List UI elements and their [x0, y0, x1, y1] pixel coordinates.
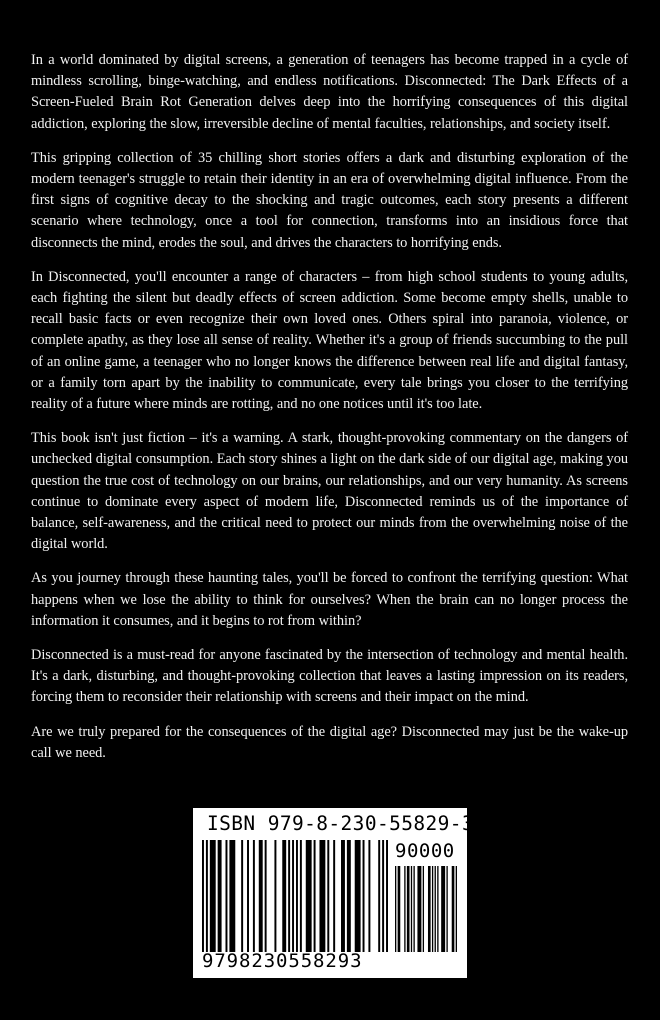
barcode-bar: [300, 840, 302, 952]
barcode-bar: [411, 866, 412, 952]
barcode-bar: [382, 840, 384, 952]
barcode-bar: [378, 840, 380, 952]
barcode-bar: [395, 866, 396, 952]
barcode-bar: [423, 866, 424, 952]
barcode-bar: [404, 866, 405, 952]
barcode-bar: [452, 866, 455, 952]
barcode-bar: [441, 866, 445, 952]
blurb-paragraph-6: Disconnected is a must-read for anyone fascinated by the intersection of technology and mental health. It's a dark, disturbing, and thought-provoking collection that leaves a lasting impression on its readers, forcing them to reconsider their relationship with screens and their impact on the mind.: [31, 647, 628, 706]
barcode-bar: [202, 840, 204, 952]
ean-digits: 9798230558293: [202, 950, 363, 972]
ean13-barcode-bars: [202, 840, 388, 952]
blurb-paragraph-5: As you journey through these haunting tales, you'll be forced to confront the terrifying question: What happens when we lose the ability to think for ourselves? When the brain can no longer process the information it consumes, and it begins to rot from within?: [31, 570, 628, 629]
barcode-bar: [333, 840, 335, 952]
barcode-bar: [428, 866, 431, 952]
price-code: 90000: [395, 840, 455, 862]
barcode-bar: [398, 866, 401, 952]
barcode-bar: [274, 840, 276, 952]
blurb-paragraph-3: In Disconnected, you'll encounter a range of characters – from high school students to young adults, each fighting the silent but deadly effects of screen addiction. Some become empty shells, unable to recall basic facts or even recognize their own loved ones. Others spiral into paranoia, violence, or complete apathy, as they lose all sense of reality. Whether it's a group of friends succumbing to the pull of an online game, a teenager who no longer knows the difference between real life and digital fantasy, or a family torn apart by the inability to communicate, every tale brings you closer to the terrifying reality of a future where minds are rotting, and no one notices until it's too late.: [31, 268, 628, 413]
barcode-bar: [435, 866, 436, 952]
barcode-bar: [314, 840, 316, 952]
barcode-bar: [413, 866, 414, 952]
isbn-label: ISBN 979-8-230-55829-3: [207, 812, 475, 835]
barcode-bar: [319, 840, 325, 952]
barcode-bar: [210, 840, 216, 952]
barcode-bar: [355, 840, 361, 952]
barcode-bar: [259, 840, 263, 952]
barcode-bar: [282, 840, 286, 952]
barcode-bar: [306, 840, 312, 952]
barcode-bar: [386, 840, 388, 952]
isbn-barcode: [193, 808, 475, 978]
back-cover-blurb: [31, 50, 628, 777]
barcode-bar: [363, 840, 365, 952]
barcode-bar: [347, 840, 351, 952]
barcode-bar: [327, 840, 329, 952]
barcode-bar: [368, 840, 370, 952]
barcode-bar: [229, 840, 235, 952]
blurb-paragraph-4: This book isn't just fiction – it's a warning. A stark, thought-provoking commentary on the dangers of unchecked digital consumption. Each story shines a light on the dark side of our digital age, making you question the true cost of technology on our brains, our relationships, and our very humanity. As screens continue to dominate every aspect of modern life, Disconnected reminds us of the importance of balance, self-awareness, and the critical need to protect our minds from the overwhelming noise of the digital world.: [31, 430, 628, 553]
barcode-bar: [417, 866, 421, 952]
barcode-bar: [241, 840, 243, 952]
barcode-bar: [341, 840, 345, 952]
barcode-bar: [432, 866, 433, 952]
barcode-bar: [206, 840, 208, 952]
barcode-bar: [292, 840, 294, 952]
barcode-bar: [265, 840, 267, 952]
barcode-bar: [296, 840, 298, 952]
blurb-paragraph-1: In a world dominated by digital screens, a generation of teenagers has become trapped in a cycle of mindless scrolling, binge-watching, and endless notifications. Disconnected: The Dark Effects of a Screen-Fueled Brain Rot Generation delves deep into the horrifying consequences of this digital addiction, exploring the slow, irreversible decline of mental faculties, relationships, and society itself.: [31, 52, 628, 132]
barcode-bar: [437, 866, 438, 952]
price-addon-barcode-bars: [395, 866, 457, 952]
barcode-bar: [407, 866, 410, 952]
barcode-bar: [253, 840, 255, 952]
barcode-bar: [218, 840, 222, 952]
blurb-paragraph-7: Are we truly prepared for the consequences of the digital age? Disconnected may just be the wake-up call we need.: [31, 723, 628, 761]
barcode-bar: [288, 840, 290, 952]
barcode-bar: [225, 840, 227, 952]
barcode-bar: [456, 866, 457, 952]
blurb-paragraph-2: This gripping collection of 35 chilling short stories offers a dark and disturbing exploration of the modern teenager's struggle to retain their identity in an era of overwhelming digital influence. From the first signs of cognitive decay to the shocking and tragic outcomes, each story presents a different scenario where technology, once a tool for connection, transforms into an insidious force that disconnects the mind, erodes the soul, and drives the characters to horrifying ends.: [31, 149, 628, 251]
barcode-bar: [446, 866, 447, 952]
barcode-bar: [247, 840, 249, 952]
